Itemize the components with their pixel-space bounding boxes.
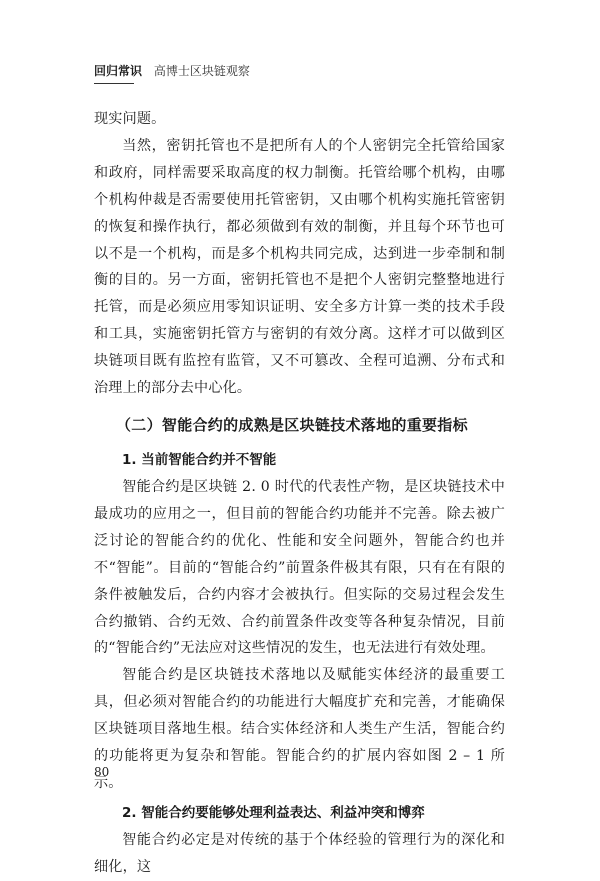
paragraph-continued: 现实问题。 <box>94 111 166 127</box>
series-title: 回归常识 <box>94 64 143 78</box>
subsection-heading-1: 1. 当前智能合约并不智能 <box>122 451 277 468</box>
paragraph-smart-contract-management: 智能合约必定是对传统的基于个体经验的管理行为的深化和细化，这 <box>94 831 505 875</box>
section-heading: （二）智能合约的成熟是区块链技术落地的重要指标 <box>116 415 468 434</box>
paragraph-key-escrow: 当然，密钥托管也不是把所有人的个人密钥完全托管给国家和政府，同样需要采取高度的权力制衡。托管给哪个机构，由哪个机构仲裁是否需要使用托管密钥，又由哪个机构实施托管密钥的恢复和操作执行，都必须做到有效的制衡，并且每个环节也可以不是一个机构，而是多个机构共同完成，达到进一步牵制和制衡的目的。另一方面，密钥托管也不是把个人密钥完整整地进行托管，而是必须应用零知识证明、安全多方计算一类的技术手段和工具，实施密钥托管方与密钥的有效分离。这样才可以做到区块链项目既有监控有监管，又不可篡改、全程可追溯、分布式和治理上的部分去中心化。 <box>94 137 505 397</box>
subsection-heading-2: 2. 智能合约要能够处理利益表达、利益冲突和博弈 <box>122 804 425 821</box>
header-rule <box>94 83 134 84</box>
page-number: 80 <box>94 765 110 779</box>
running-header <box>94 63 250 79</box>
book-title: 高博士区块链观察 <box>153 64 250 78</box>
body-text <box>94 106 505 881</box>
paragraph-smart-contract-intro: 智能合约是区块链 2. 0 时代的代表性产物，是区块链技术中最成功的应用之一，但目前的智能合约功能并不完善。除去被广泛讨论的智能合约的优化、性能和安全问题外，智能合约也并不“智能”。目前的“智能合约”前置条件极其有限，只有在有限的条件被触发后，合约内容才会被执行。但实际的交易过程会发生合约撤销、合约无效、合约前置条件改变等各种复杂情况，目前的“智能合约”无法应对这些情况的发生，也无法进行有效处理。 <box>94 478 505 657</box>
paragraph-smart-contract-tool: 智能合约是区块链技术落地以及赋能实体经济的最重要工具，但必须对智能合约的功能进行大幅度扩充和完善，才能确保区块链项目落地生根。结合实体经济和人类生产生活，智能合约的功能将更为复杂和智能。智能合约的扩展内容如图 2 – 1 所示。 <box>94 667 505 791</box>
